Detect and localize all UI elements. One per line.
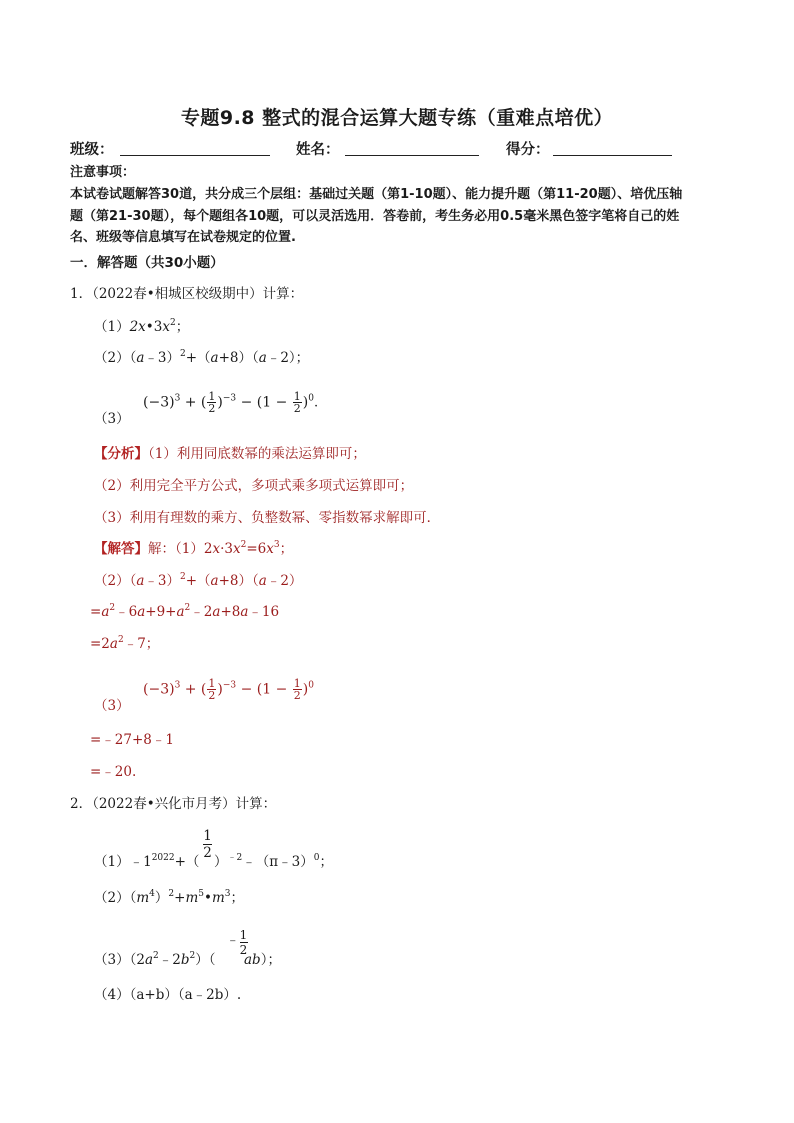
part-label: （1） (94, 319, 130, 335)
answer-line-3: $=a^2﹣6a+9+a^2﹣2a+8a﹣16$ (90, 603, 280, 620)
answer-line-2: （2）（a﹣3）$^2$+（a+8）（a﹣2） (94, 572, 303, 589)
answer-line-6: =﹣27+8﹣1 (90, 732, 174, 748)
question-2-part-1-fraction: 1 2 (203, 828, 212, 861)
name-label: 姓名： (296, 142, 340, 158)
notice-heading: 注意事项： (70, 165, 136, 180)
answer-3-expr: $(-3)^3$ + ( $\frac{1}{2}$ )$^{-3}$ − (1 − $\frac{1}{2}$ )$^0$ (143, 677, 314, 702)
part-label: （3） (94, 952, 130, 968)
part-label: （2） (94, 890, 130, 906)
answer-intro: 解：（1） (148, 541, 204, 557)
analysis-line-1 (94, 442, 366, 462)
answer-line-4: $=2a^2﹣7$； (90, 635, 160, 652)
question-1-part-3-expr: $(-3)^3$ + ( $\frac{1}{2}$ )$^{-3}$ − (1 − $\frac{1}{2}$ )$^0$. (143, 390, 319, 415)
question-2-part-3-fraction: ﹣ $\frac{1}{2}$ (226, 928, 248, 957)
answer-3-label: （3） (94, 698, 130, 714)
question-1-stem: 1．（2022春•相城区校级期中）计算： (70, 286, 304, 302)
notice-line-2: 题（第21-30题），每个题组各10题，可以灵活选用．答卷前，考生务必用0.5毫米黑色签字笔将自己的姓 (70, 209, 680, 224)
class-label: 班级： (70, 142, 114, 158)
part-label: （2） (94, 350, 130, 366)
part-label: （1） (94, 854, 130, 870)
question-2-part-1-tail: ）$^{﹣2}$﹣（π﹣3）$^0$； (214, 853, 333, 870)
score-label: 得分： (506, 142, 550, 158)
analysis-tag: 【分析】 (94, 446, 148, 462)
score-blank[interactable] (553, 155, 672, 156)
question-2-part-3-tail: ab）； (244, 952, 281, 968)
question-2-part-1: $(1)﹣1^{2022}+$（ (94, 853, 200, 870)
answer-tag: 【解答】 (94, 541, 148, 557)
section-heading: 一．解答题（共30小题） (70, 255, 224, 271)
analysis-line-2: （2）利用完全平方公式，多项式乘多项式运算即可； (94, 478, 414, 494)
analysis-text-1: （1）利用同底数幂的乘法运算即可； (148, 446, 366, 462)
question-2-part-4: （4）（a+b）（a﹣2b）. (94, 987, 242, 1003)
question-2-stem: 2．（2022春•兴化市月考）计算： (70, 796, 277, 812)
question-2-part-2: $(2)(m^4)^2+m^5•m^3$； (94, 889, 244, 906)
analysis-line-3: （3）利用有理数的乘方、负整数幂、零指数幂求解即可． (94, 510, 441, 526)
question-2-part-3: $(3)(2a^2﹣2b^2)$（ (94, 951, 216, 968)
name-blank[interactable] (345, 155, 479, 156)
answer-line-1: 【解答】解：$(1)2x\cdot 3x^2=6x^3$； (94, 540, 294, 557)
class-blank[interactable] (120, 155, 270, 156)
notice-line-1: 本试卷试题解答30道，共分成三个层组：基础过关题（第1-10题）、能力提升题（第11-20题）、培优压轴 (70, 187, 683, 202)
question-1-part-2: （2）（a﹣3）$^2$+（a+8）（a﹣2）； (94, 349, 310, 366)
page-title: 专题9.8 整式的混合运算大题专练（重难点培优） (180, 107, 614, 129)
notice-line-3: 名、班级等信息填写在试卷规定的位置. (70, 230, 296, 245)
question-1-part-3-label: （3） (94, 411, 130, 427)
answer-line-7: =﹣20. (90, 764, 137, 780)
question-1-part-1: $(1)2x•3x^2$； (94, 318, 190, 335)
